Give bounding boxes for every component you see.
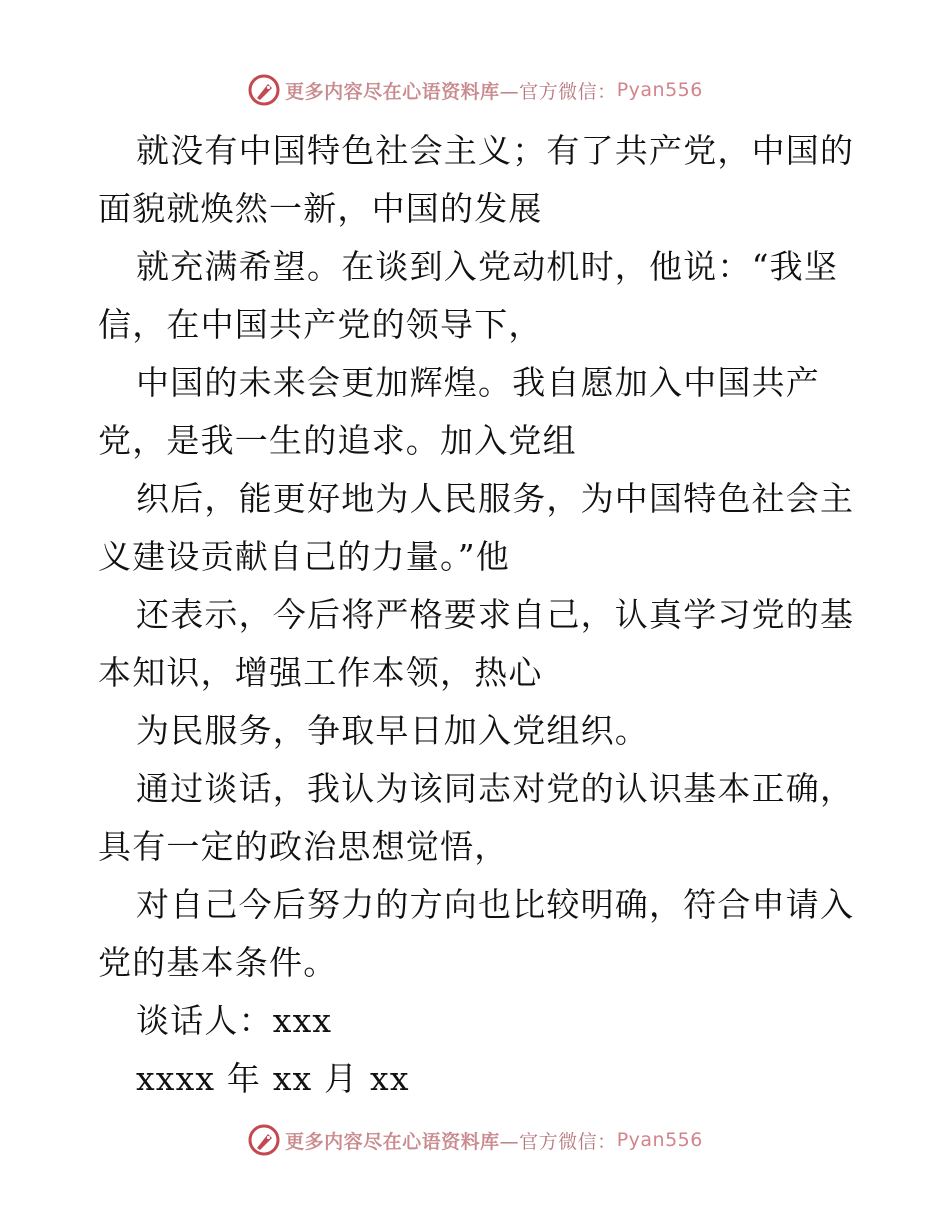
pen-nib-logo-icon xyxy=(247,1123,281,1157)
body-line: 党，是我一生的追求。加入党组 xyxy=(98,421,577,460)
footer-wechat-id: Pyan556 xyxy=(616,1129,703,1151)
body-line: 通过谈话，我认为该同志对党的认识基本正确， xyxy=(136,769,855,808)
body-line: 面貌就焕然一新，中国的发展 xyxy=(98,189,543,228)
pen-nib-logo-icon xyxy=(247,73,281,107)
body-line: 中国的未来会更加辉煌。我自愿加入中国共产 xyxy=(136,363,820,402)
body-line: 具有一定的政治思想觉悟， xyxy=(98,827,509,866)
date-line: xxxx 年 xx 月 xx xyxy=(136,1059,410,1098)
header-watermark xyxy=(0,70,950,110)
footer-wechat-label: —官方微信： xyxy=(499,1130,617,1153)
body-line: 义建设贡献自己的力量。”他 xyxy=(98,537,510,576)
document-body xyxy=(98,122,858,1108)
body-line: 本知识，增强工作本领，热心 xyxy=(98,653,543,692)
header-wechat-id: Pyan556 xyxy=(616,79,703,101)
body-line: 就充满希望。在谈到入党动机时，他说：“我坚 xyxy=(136,247,839,286)
interviewer-line: 谈话人：xxx xyxy=(136,1001,333,1040)
body-line: 信，在中国共产党的领导下， xyxy=(98,305,543,344)
header-wechat-label: —官方微信： xyxy=(499,80,617,103)
body-line: 还表示，今后将严格要求自己，认真学习党的基 xyxy=(136,595,855,634)
body-line: 对自己今后努力的方向也比较明确，符合申请入 xyxy=(136,885,855,924)
body-line: 为民服务，争取早日加入党组织。 xyxy=(136,711,649,750)
footer-brand-text: 更多内容尽在心语资料库 xyxy=(285,1130,500,1153)
body-line: 党的基本条件。 xyxy=(98,943,338,982)
body-line: 织后，能更好地为人民服务，为中国特色社会主 xyxy=(136,479,855,518)
body-line: 就没有中国特色社会主义；有了共产党，中国的 xyxy=(136,131,855,170)
footer-watermark xyxy=(0,1120,950,1160)
header-brand-text: 更多内容尽在心语资料库 xyxy=(285,80,500,103)
